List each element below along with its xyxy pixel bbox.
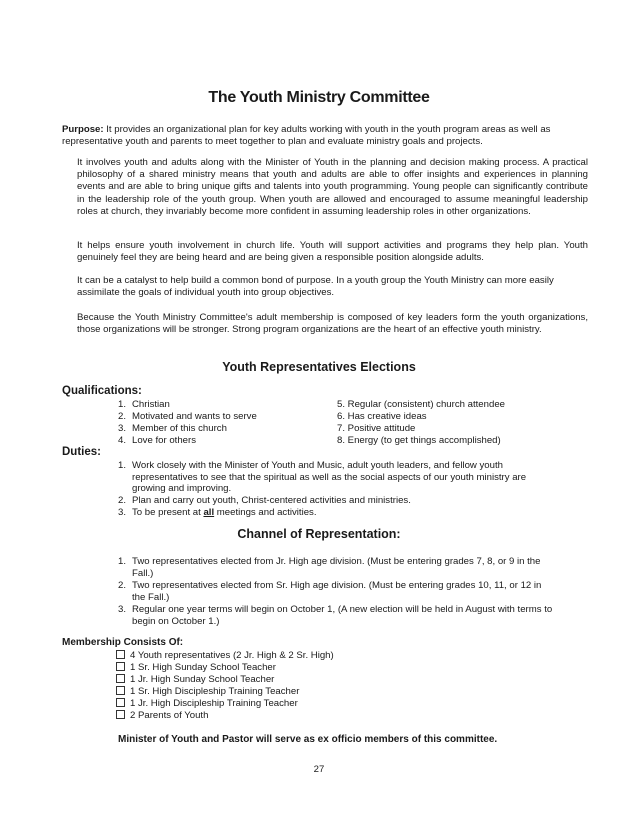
purpose-label: Purpose:	[62, 124, 104, 135]
purpose-text: It provides an organizational plan for key adults working with youth in the youth program areas as well as representative youth and parents to meet together to plan and evaluate ministry goals and projects.	[62, 124, 551, 148]
page-title: The Youth Ministry Committee	[208, 89, 430, 106]
channel-num: 1.	[118, 556, 127, 567]
channel-num: 3.	[118, 604, 127, 615]
membership-item	[116, 686, 299, 698]
page-number: 27	[313, 764, 325, 775]
checkbox-icon	[116, 686, 125, 695]
qual-item: 5. Regular (consistent) church attendee	[337, 399, 505, 410]
checkbox-icon	[116, 662, 125, 671]
channel-heading: Channel of Representation:	[237, 527, 401, 541]
channel-item: Regular one year terms will begin on October 1, (A new election will be held in August with terms to begin on October 1.)	[132, 604, 553, 627]
channel-num: 2.	[118, 580, 127, 591]
membership-item	[116, 662, 276, 674]
qual-item: 7. Positive attitude	[337, 423, 416, 434]
membership-item	[116, 674, 274, 686]
paragraph-involves: It involves youth and adults along with the Minister of Youth in the planning and decision making process. A practical philosophy of a shared ministry means that youth and adults are able to offer insights and experiences in planning events and are able to bring unique gifts and talents into youth programming. Young people can significantly contribute in the leadership role of the youth group. When youth are allowed and encouraged to assume meaningful leadership roles at church, they invariably become more confident in assuming leadership roles in other organizations.	[77, 157, 588, 217]
qual-item: Member of this church	[132, 423, 227, 434]
checkbox-icon	[116, 710, 125, 719]
duty-emphasis: all	[203, 507, 215, 518]
duty-num: 2.	[118, 495, 127, 506]
qual-item: Love for others	[132, 435, 196, 446]
membership-item-text: 1 Sr. High Discipleship Training Teacher	[130, 686, 300, 697]
duty-text: meetings and activities.	[214, 507, 317, 518]
duties-heading: Duties:	[62, 446, 101, 458]
membership-item	[116, 710, 208, 722]
membership-item	[116, 650, 334, 662]
membership-item-text: 1 Jr. High Sunday School Teacher	[130, 674, 275, 685]
qual-item: 8. Energy (to get things accomplished)	[337, 435, 501, 446]
ex-officio-note: Minister of Youth and Pastor will serve as ex officio members of this committee.	[118, 734, 498, 745]
duty-item	[132, 507, 317, 519]
membership-item	[116, 698, 298, 710]
duty-item: Plan and carry out youth, Christ-centered activities and ministries.	[132, 495, 411, 506]
qual-num: 1.	[118, 399, 127, 410]
checkbox-icon	[116, 698, 125, 707]
channel-item: Two representatives elected from Sr. High age division. (Must be entering grades 10, 11, or 12 in the Fall.)	[132, 580, 542, 603]
duty-item: Work closely with the Minister of Youth and Music, adult youth leaders, and fellow youth representatives to see that the spiritual as well as the social aspects of our youth ministry are growing and improving.	[132, 460, 527, 495]
qual-item: 6. Has creative ideas	[337, 411, 427, 422]
duty-text: To be present at	[132, 507, 204, 518]
membership-item-text: 1 Sr. High Sunday School Teacher	[130, 662, 276, 673]
purpose-paragraph	[62, 124, 592, 148]
membership-item-text: 1 Jr. High Discipleship Training Teacher	[130, 698, 298, 709]
paragraph-because: Because the Youth Ministry Committee's adult membership is composed of key leaders form the youth organizations, those organizations will be stronger. Strong program organizations are the heart of an effective youth ministry.	[77, 312, 588, 336]
checkbox-icon	[116, 674, 125, 683]
qual-item: Christian	[132, 399, 170, 410]
qual-num: 3.	[118, 423, 127, 434]
membership-item-text: 4 Youth representatives (2 Jr. High & 2 Sr. High)	[130, 650, 334, 661]
paragraph-catalyst: It can be a catalyst to help build a common bond of purpose. In a youth group the Youth Ministry can more easily assimilate the goals of individual youth into group objectives.	[77, 275, 554, 299]
qual-num: 4.	[118, 435, 127, 446]
duty-num: 3.	[118, 507, 127, 518]
qual-num: 2.	[118, 411, 127, 422]
duty-num: 1.	[118, 460, 127, 471]
elections-heading: Youth Representatives Elections	[222, 360, 416, 374]
checkbox-icon	[116, 650, 125, 659]
membership-item-text: 2 Parents of Youth	[130, 710, 209, 721]
channel-item: Two representatives elected from Jr. High age division. (Must be entering grades 7, 8, or 9 in the Fall.)	[132, 556, 541, 579]
paragraph-ensures: It helps ensure youth involvement in church life. Youth will support activities and programs they help plan. Youth genuinely feel they are being heard and are being given a responsible position alongside adults.	[77, 240, 588, 264]
qualifications-heading: Qualifications:	[62, 385, 142, 397]
qual-item: Motivated and wants to serve	[132, 411, 257, 422]
membership-heading: Membership Consists Of:	[62, 637, 184, 648]
